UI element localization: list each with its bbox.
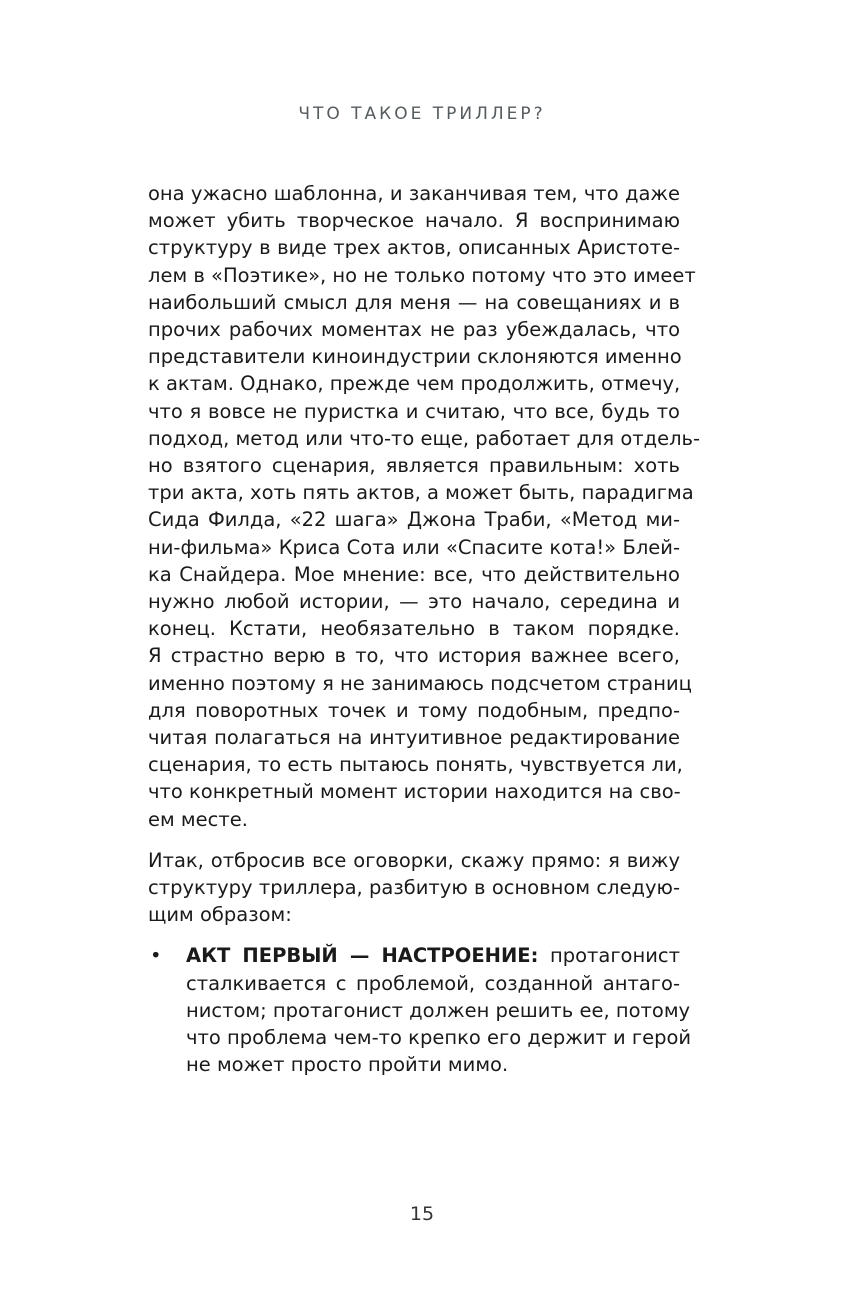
running-head: ЧТО ТАКОЕ ТРИЛЛЕР? <box>298 104 546 124</box>
paragraph1-line: ка Снайдера. Мое мнение: все, что действительно <box>148 562 680 586</box>
paragraph1-line: ем месте. <box>148 807 248 831</box>
paragraph1-line: именно поэтому я не занимаюсь подсчетом страниц <box>148 671 692 695</box>
paragraph1-line: сценария, то есть пытаюсь понять, чувствуется ли, <box>148 753 683 777</box>
bullet-line: что проблема чем-то крепко его держит и герой <box>186 1026 692 1050</box>
paragraph1-line: что я вовсе не пуристка и считаю, что все, будь то <box>148 399 680 423</box>
bullet-heading: АКТ ПЕРВЫЙ — НАСТРОЕНИЕ: <box>186 944 539 968</box>
bullet-first-line <box>186 942 680 969</box>
paragraph1-line: но взятого сценария, является правильным: хоть <box>148 454 680 478</box>
paragraph-2 <box>148 847 680 929</box>
bullet-line: сталкивается с проблемой, созданной антаго- <box>186 971 680 995</box>
paragraph1-line: она ужасно шаблонна, и заканчивая тем, что даже <box>148 182 680 205</box>
paragraph-1 <box>148 180 701 833</box>
paragraph1-line: подход, метод или что-то еще, работает для отдель- <box>148 426 701 450</box>
paragraph1-line: три акта, хоть пять актов, а может быть, парадигма <box>148 481 694 505</box>
paragraph1-line: нужно любой истории, — это начало, середина и <box>148 590 680 614</box>
bullet-line: нистом; протагонист должен решить ее, потому <box>186 998 691 1022</box>
paragraph1-line: ни-фильма» Криса Сота или «Спасите кота!» Блей- <box>148 535 680 559</box>
bullet-list-item <box>148 942 692 1078</box>
paragraph2-line: щим образом: <box>148 903 292 927</box>
body-text <box>148 180 701 1079</box>
paragraph1-line: лем в «Поэтике», но не только потому что это имеет <box>148 263 696 287</box>
paragraph1-line: что конкретный момент истории находится на сво- <box>148 780 681 804</box>
paragraph1-line: читая полагаться на интуитивное редактирование <box>148 726 680 750</box>
bullet-line-0: протагонист <box>538 944 680 968</box>
paragraph1-line: наибольший смысл для меня — на совещаниях и в <box>148 290 680 314</box>
paragraph1-line: Я страстно верю в то, что история важнее всего, <box>148 644 680 668</box>
page-number: 15 <box>409 1203 435 1225</box>
paragraph1-line: к актам. Однако, прежде чем продолжить, отмечу, <box>148 372 681 396</box>
bullet-body <box>186 942 692 1078</box>
paragraph2-line: структуру триллера, разбитую в основном следую- <box>148 876 680 900</box>
paragraph1-line: может убить творческое начало. Я воспринимаю <box>148 209 680 233</box>
paragraph2-line: Итак, отбросив все оговорки, скажу прямо: я вижу <box>148 848 680 872</box>
paragraph1-line: конец. Кстати, необязательно в таком порядке. <box>148 617 680 641</box>
bullet-line: не может просто пройти мимо. <box>186 1053 509 1077</box>
paragraph1-line: представители киноиндустрии склоняются именно <box>148 345 682 369</box>
paragraph1-line: структуру в виде трех актов, описанных Аристоте- <box>148 236 680 260</box>
paragraph1-line: Сида Филда, «22 шага» Джона Траби, «Метод ми- <box>148 508 680 532</box>
bullet-marker: • <box>150 944 162 968</box>
paragraph1-line: прочих рабочих моментах не раз убеждалась, что <box>148 318 680 342</box>
paragraph1-line: для поворотных точек и тому подобным, предпо- <box>148 698 680 722</box>
